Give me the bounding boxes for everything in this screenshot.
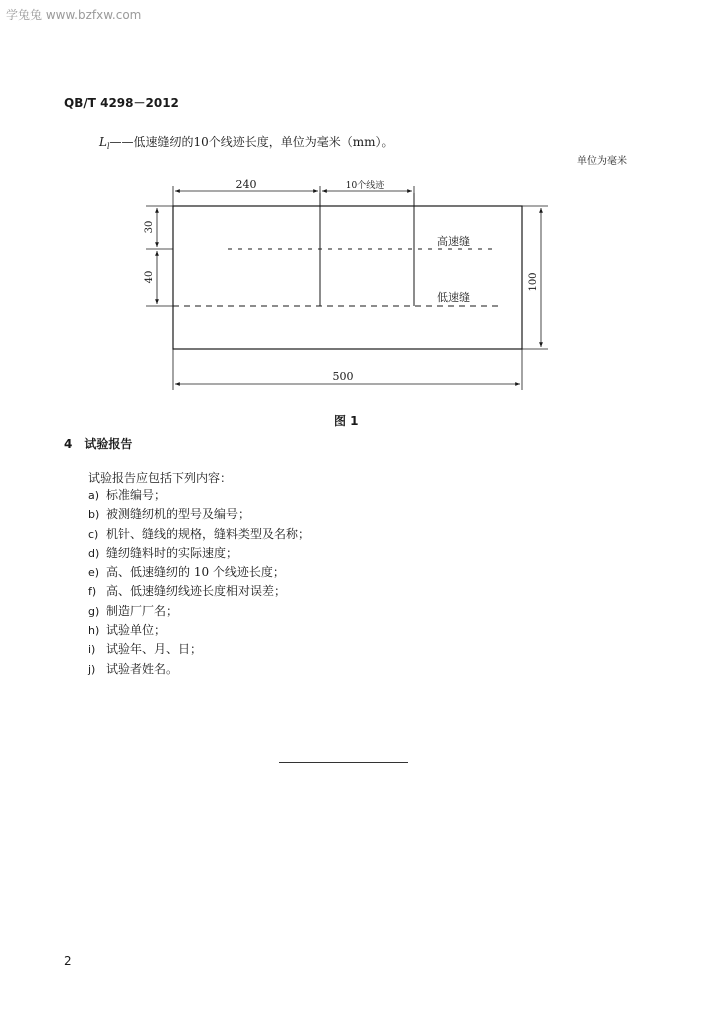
section-number: 4 — [64, 437, 73, 451]
unit-note: 单位为毫米 — [577, 156, 627, 167]
list-item-text: 高、低速缝纫线迹长度相对误差； — [106, 584, 287, 599]
page-number: 2 — [64, 954, 72, 968]
formula-dash: —— — [109, 135, 134, 149]
list-marker: a) — [88, 489, 100, 502]
list-item-text: 机针、缝线的规格，缝料类型及名称； — [106, 526, 311, 541]
list-marker: e) — [88, 566, 100, 580]
dimension-label-100: 100 — [528, 272, 539, 292]
list-item — [88, 621, 310, 640]
section-heading — [64, 435, 144, 452]
list-marker: j) — [88, 662, 96, 676]
list-item — [88, 505, 310, 524]
list-item — [88, 525, 310, 544]
list-item-text: 被测缝纫机的型号及编号； — [106, 507, 251, 522]
formula-subscript: l — [106, 142, 110, 151]
list-item — [88, 602, 310, 621]
standard-code-header: QB/T 4298－2012 — [64, 96, 179, 110]
dimension-label-10-stitches: 10个线迹 — [345, 181, 385, 191]
list-marker: g) — [88, 604, 100, 618]
formula-symbol: L — [99, 135, 107, 149]
list-item — [88, 544, 310, 563]
section-title: 试验报告 — [84, 437, 133, 451]
end-rule — [279, 762, 408, 763]
low-speed-seam-label: 低速缝 — [437, 291, 470, 304]
dimension-label-240: 240 — [235, 178, 257, 191]
list-item-text: 试验单位； — [106, 623, 167, 638]
formula-text: 低速缝纫的10个线迹长度，单位为毫米（mm）。 — [133, 135, 394, 149]
list-marker: d) — [88, 546, 100, 560]
list-item-text: 缝纫缝料时的实际速度； — [106, 545, 239, 560]
list-marker: b) — [88, 508, 100, 522]
list-marker: f) — [88, 585, 97, 599]
fabric-rectangle — [173, 206, 522, 349]
list-marker: i) — [88, 643, 96, 657]
list-item — [88, 640, 310, 659]
list-item-text: 高、低速缝纫的 10 个线迹长度； — [106, 565, 285, 580]
section-intro: 试验报告应包括下列内容： — [88, 471, 233, 485]
figure-caption: 图 1 — [334, 414, 359, 428]
dimension-label-40: 40 — [144, 270, 155, 284]
dimension-label-30: 30 — [144, 220, 155, 234]
list-marker: h) — [88, 624, 100, 638]
list-item — [88, 486, 310, 505]
list-item-text: 制造厂厂名； — [106, 603, 179, 618]
high-speed-seam-label: 高速缝 — [437, 235, 470, 248]
dimension-label-500: 500 — [332, 370, 354, 383]
list-item — [88, 582, 310, 601]
list-item-text: 试验年、月、日； — [106, 642, 203, 657]
list-item — [88, 660, 310, 679]
report-items-list — [88, 486, 310, 679]
list-item-text: 标准编号； — [106, 488, 167, 502]
list-marker: c) — [88, 527, 99, 541]
list-item-text: 试验者姓名。 — [106, 661, 179, 676]
watermark: 学兔兔 www.bzfxw.com — [6, 8, 142, 22]
list-item — [88, 563, 310, 582]
